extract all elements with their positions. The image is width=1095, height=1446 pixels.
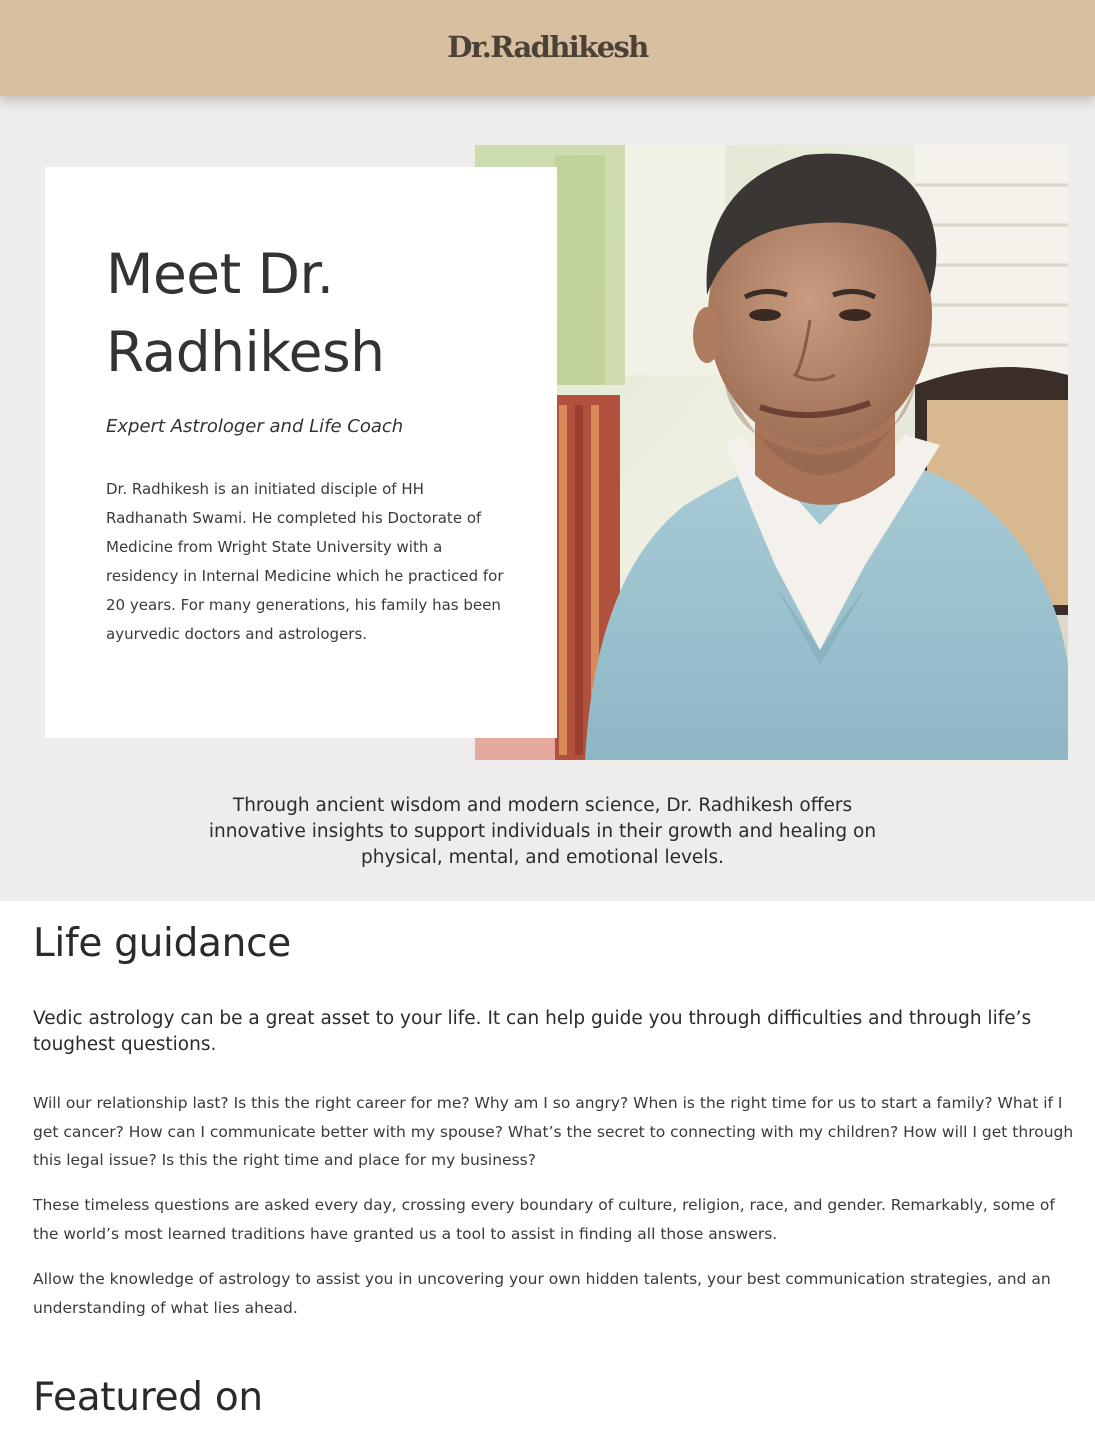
- intro-card: [45, 167, 557, 738]
- featured-on-heading: Featured on: [33, 1375, 263, 1420]
- portrait-photo: [475, 145, 1068, 760]
- life-guidance-lead: Vedic astrology can be a great asset to your life. It can help guide you through difficulties and through life’s toughest questions.: [33, 1008, 1032, 1055]
- page-title: Meet Dr. Radhikesh: [106, 242, 385, 384]
- life-guidance-heading: Life guidance: [33, 921, 291, 966]
- life-guidance-paragraph: Will our relationship last? Is this the right career for me? Why am I so angry? When is the right time for us to start a family? What if I get cancer? How can I communicate better with my spouse? What’s the secret to connecting with my children? How will I get through this legal issue? Is this the right time and place for my business?: [33, 1094, 1074, 1170]
- life-guidance-paragraph: These timeless questions are asked every day, crossing every boundary of culture, religion, race, and gender. Remarkably, some of the world’s most learned traditions have granted us a tool to assist in finding all those answers.: [33, 1196, 1055, 1243]
- site-logo[interactable]: Dr.Radhikesh: [447, 30, 648, 64]
- intro-subtitle: Expert Astrologer and Life Coach: [106, 416, 404, 437]
- intro-body: Dr. Radhikesh is an initiated disciple of HH Radhanath Swami. He completed his Doctorate of Medicine from Wright State University with a residency in Internal Medicine which he practiced for 20 years. For many generations, his family has been ayurvedic doctors and astrologers.: [106, 480, 504, 643]
- site-header: [0, 0, 1095, 96]
- life-guidance-paragraph: Allow the knowledge of astrology to assist you in uncovering your own hidden talents, your best communication strategies, and an understanding of what lies ahead.: [33, 1270, 1051, 1317]
- hero-section: [0, 96, 1095, 901]
- hero-tagline: Through ancient wisdom and modern science, Dr. Radhikesh offers innovative insights to support individuals in their growth and healing on physical, mental, and emotional levels.: [208, 795, 877, 868]
